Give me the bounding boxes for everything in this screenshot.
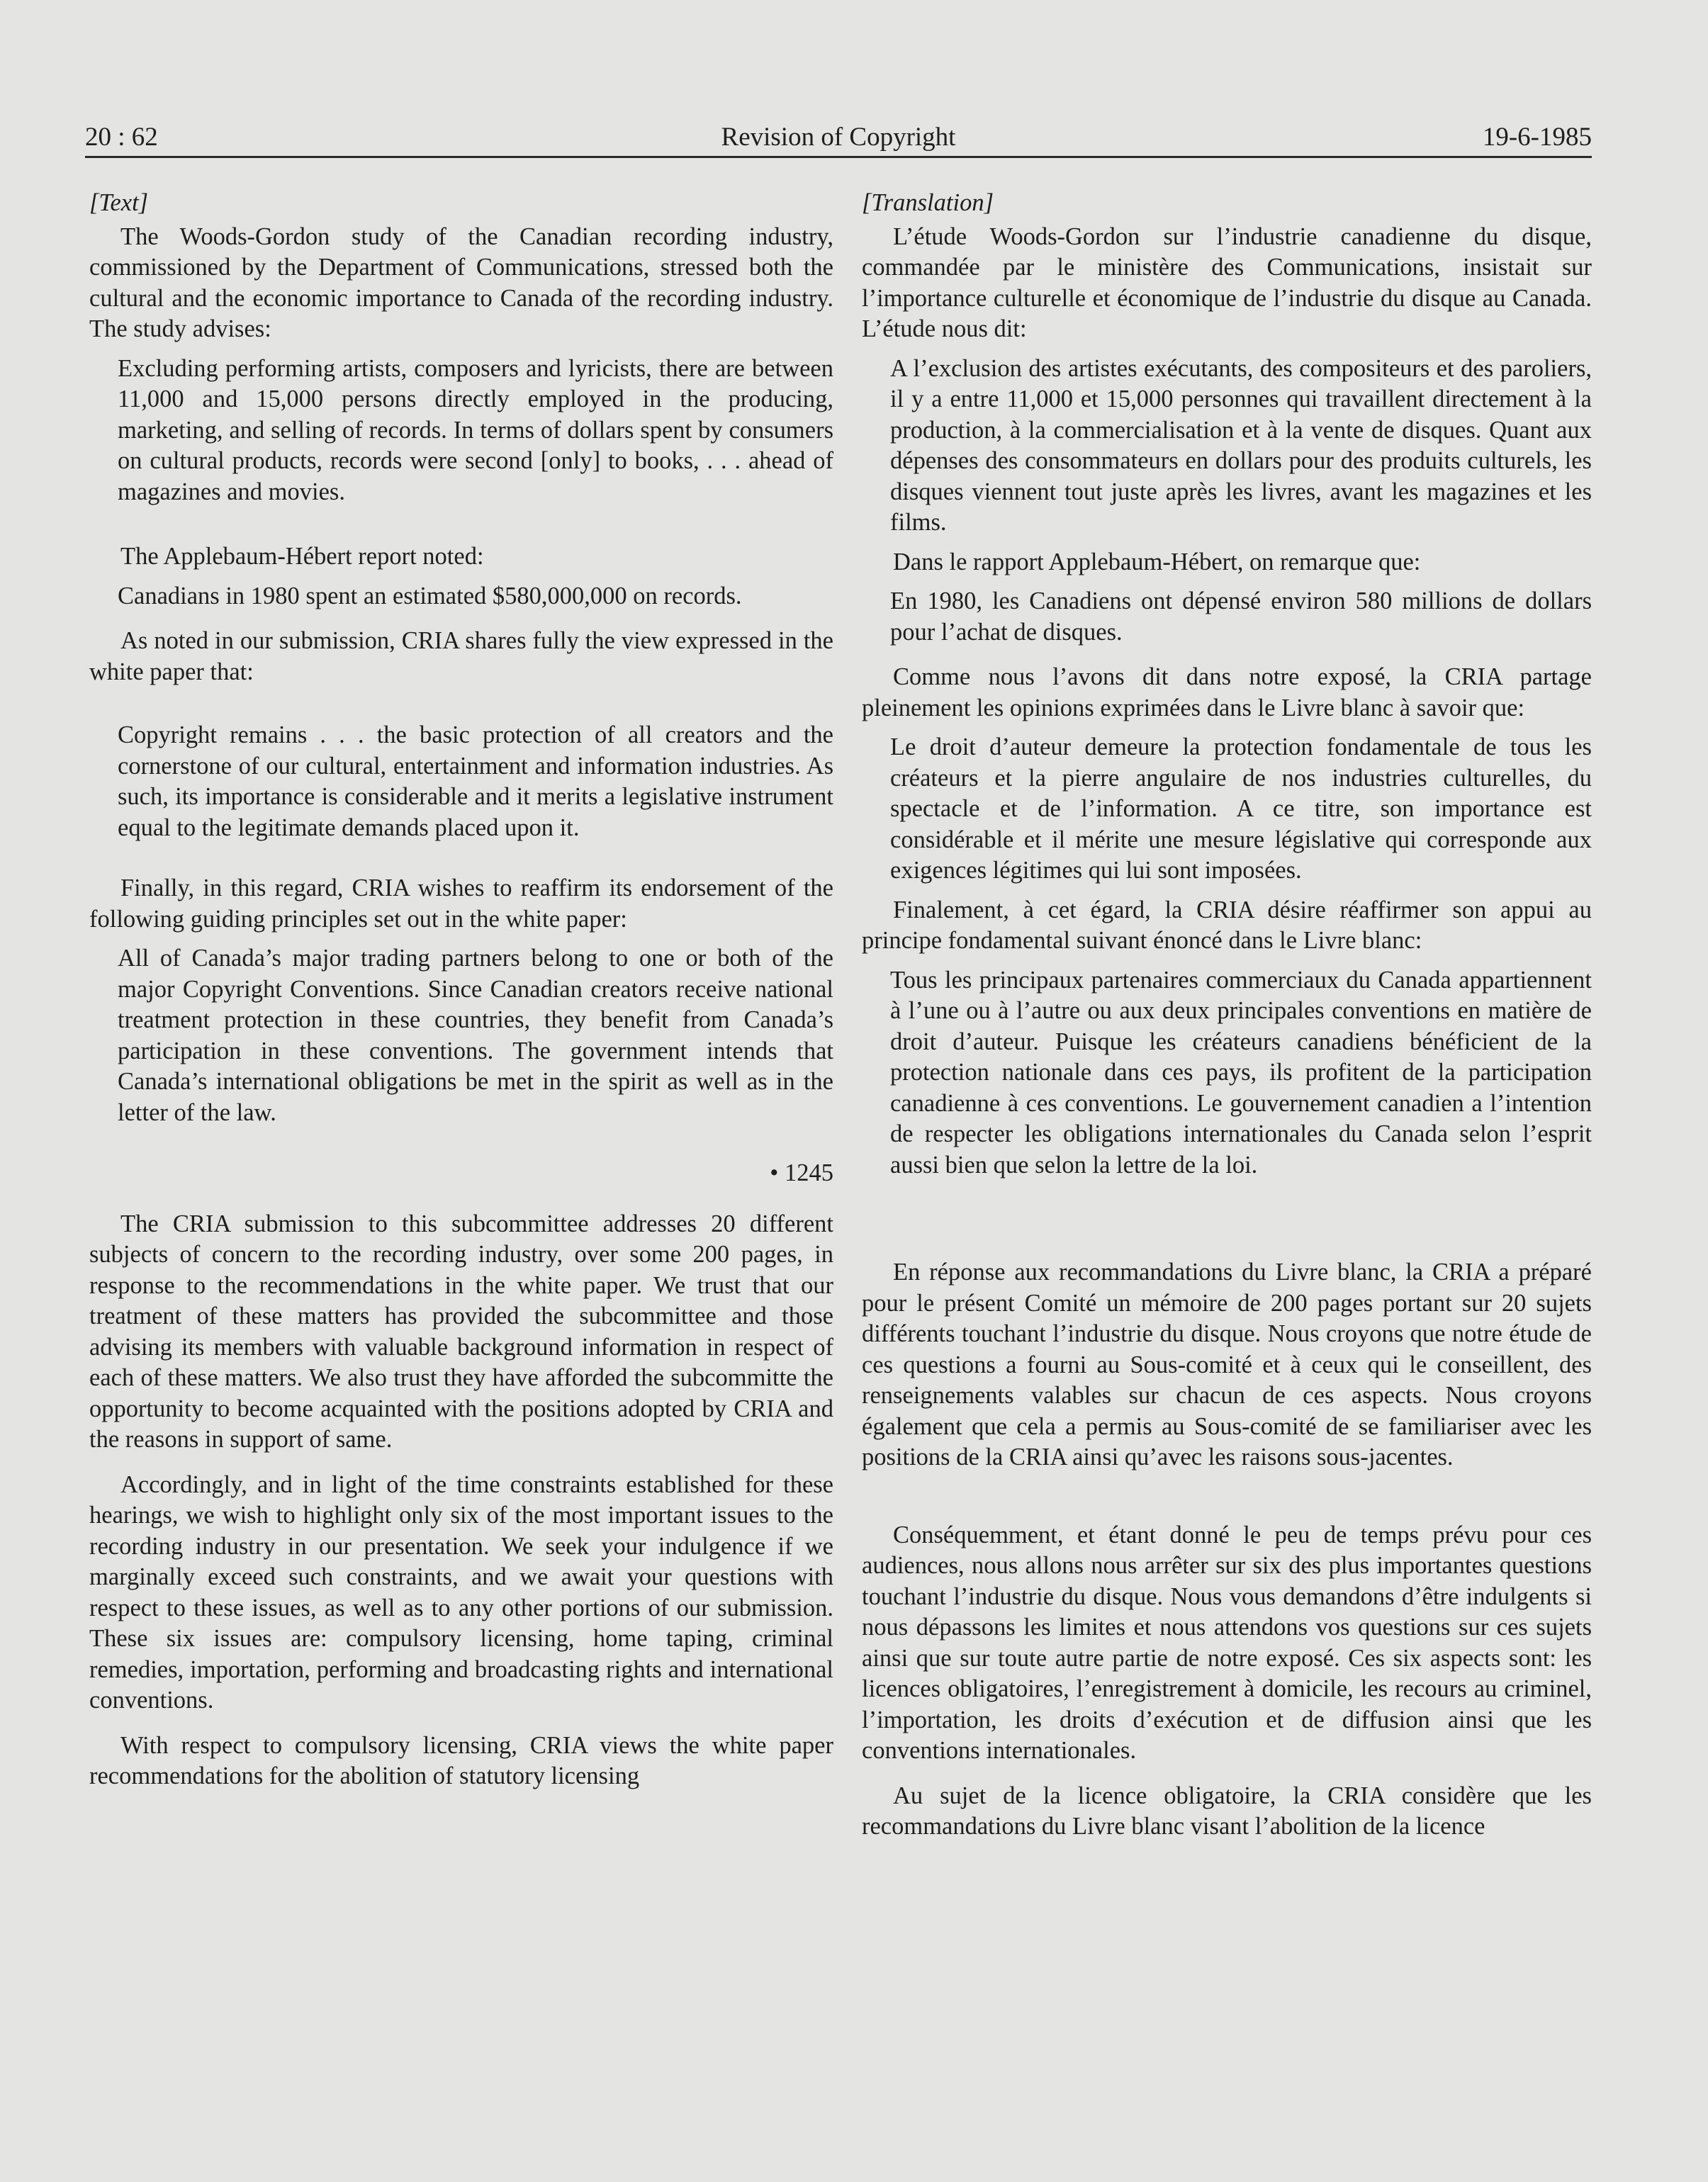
- paragraph: Au sujet de la licence obligatoire, la CRIA considère que les recommandations du Livre blanc visant l’abolition de la licence: [862, 1782, 1592, 1840]
- paragraph: Dans le rapport Applebaum-Hébert, on remarque que:: [893, 548, 1421, 575]
- paragraph: Conséquemment, et étant donné le peu de temps prévu pour ces audiences, nous allons nous arrêter sur six des plus importantes questions touchant l’industrie du disque. Nous vous demandons d’être indulgents si nous dépassons les limites et nous attendons vos questions sur ces sujets ainsi que sur toute autre partie de notre exposé. Ces six aspects sont: les licences obligatoires, l’enregistrement à domicile, les recours au criminel, l’importation, les droits d’exécution et de diffusion ainsi que les conventions internationales.: [862, 1521, 1592, 1764]
- header-date: 19-6-1985: [1482, 123, 1592, 152]
- block-quote: Copyright remains . . . the basic protection of all creators and the cornerstone of our cultural, entertainment and information industries. As such, its importance is considerable and it merits a legislative instrument equal to the legitimate demands placed upon it.: [118, 721, 833, 841]
- block-quote: All of Canada’s major trading partners belong to one or both of the major Copyright Conventions. Since Canadian creators receive national treatment protection in these countries, they benefit from Canada’s participation in these conventions. The government intends that Canada’s international obligations be met in the spirit as well as in the letter of the law.: [118, 945, 833, 1126]
- paragraph: Comme nous l’avons dit dans notre exposé, la CRIA partage pleinement les opinions exprimées dans le Livre blanc à savoir que:: [862, 663, 1592, 721]
- english-column: [89, 188, 833, 1792]
- paragraph: Accordingly, and in light of the time constraints established for these hearings, we wish to highlight only six of the most important issues to the recording industry in our presentation. We seek your indulgence if we marginally exceed such constraints, and we await your questions with respect to these issues, as well as to any other portions of our submission. These six issues are: compulsory licensing, home taping, criminal remedies, importation, performing and broadcasting rights and international conventions.: [89, 1470, 833, 1714]
- paragraph: L’étude Woods-Gordon sur l’industrie canadienne du disque, commandée par le ministère des Communications, insistait sur l’importance culturelle et économique de l’industrie du disque au Canada. L’étude nous dit:: [862, 223, 1592, 342]
- french-column: [862, 188, 1592, 1843]
- translation-tag: [Translation]: [862, 189, 994, 216]
- block-quote: Excluding performing artists, composers and lyricists, there are between 11,000 and 15,000 persons directly employed in the producing, marketing, and selling of records. In terms of dollars spent by consumers on cultural products, records were second [only] to books, . . . ahead of magazines and movies.: [118, 354, 833, 505]
- text-tag: [Text]: [89, 189, 149, 216]
- paragraph: The CRIA submission to this subcommittee addresses 20 different subjects of concern to the recording industry, over some 200 pages, in response to the recommendations in the white paper. We trust that our treatment of these matters has provided the subcommittee and those advising its members with valuable background information in respect of each of these matters. We also trust they have afforded the subcommitte the opportunity to become acquainted with the positions adopted by CRIA and the reasons in support of same.: [89, 1210, 833, 1453]
- block-quote: Tous les principaux partenaires commerciaux du Canada appartiennent à l’une ou à l’autre ou aux deux principales conventions en matière de droit d’auteur. Puisque les créateurs canadiens bénéficient de la protection nationale dans ces pays, ils profitent de la participation canadienne à ces conventions. Le gouvernement canadien a l’intention de respecter les obligations internationales du Canada selon l’esprit aussi bien que selon la lettre de la loi.: [890, 966, 1592, 1179]
- page-header: [85, 119, 1592, 158]
- block-quote: Le droit d’auteur demeure la protection fondamentale de tous les créateurs et la pierre angulaire de nos industries culturelles, du spectacle et de l’information. A ce titre, son importance est considérable et il mérite une mesure législative qui corresponde aux exigences légitimes qui lui sont imposées.: [890, 733, 1592, 884]
- paragraph: Finalement, à cet égard, la CRIA désire réaffirmer son appui au principe fondamental suivant énoncé dans le Livre blanc:: [862, 896, 1592, 954]
- paragraph: As noted in our submission, CRIA shares fully the view expressed in the white paper that:: [89, 627, 833, 685]
- block-quote: Canadians in 1980 spent an estimated $580,000,000 on records.: [118, 582, 742, 609]
- paragraph: The Woods-Gordon study of the Canadian recording industry, commissioned by the Department of Communications, stressed both the cultural and the economic importance to Canada of the recording industry. The study advises:: [89, 223, 833, 342]
- running-title: Revision of Copyright: [721, 123, 956, 152]
- block-quote: En 1980, les Canadiens ont dépensé environ 580 millions de dollars pour l’achat de disques.: [890, 587, 1592, 646]
- paragraph: The Applebaum-Hébert report noted:: [120, 543, 484, 570]
- paragraph: With respect to compulsory licensing, CRIA views the white paper recommendations for the abolition of statutory licensing: [89, 1731, 833, 1789]
- paragraph: Finally, in this regard, CRIA wishes to reaffirm its endorsement of the following guiding principles set out in the white paper:: [89, 875, 833, 933]
- paragraph: En réponse aux recommandations du Livre blanc, la CRIA a préparé pour le présent Comité un mémoire de 200 pages portant sur 20 sujets différents touchant l’industrie du disque. Nous croyons que notre étude de ces questions a fourni au Sous-comité et à ceux qui le conseillent, des renseignements valables sur chacun de ces aspects. Nous croyons également que cela a permis au Sous-comité de se familiariser avec les positions de la CRIA ainsi qu’avec les raisons sous-jacentes.: [862, 1259, 1592, 1470]
- block-quote: A l’exclusion des artistes exécutants, des compositeurs et des paroliers, il y a entre 11,000 et 15,000 personnes qui travaillent directement à la production, à la commercialisation et à la vente de disques. Quant aux dépenses des consommateurs en dollars pour des produits culturels, les disques viennent tout juste après les livres, avant les magazines et les films.: [890, 354, 1592, 536]
- page-number: 20 : 62: [85, 123, 158, 152]
- time-marker: • 1245: [770, 1159, 833, 1186]
